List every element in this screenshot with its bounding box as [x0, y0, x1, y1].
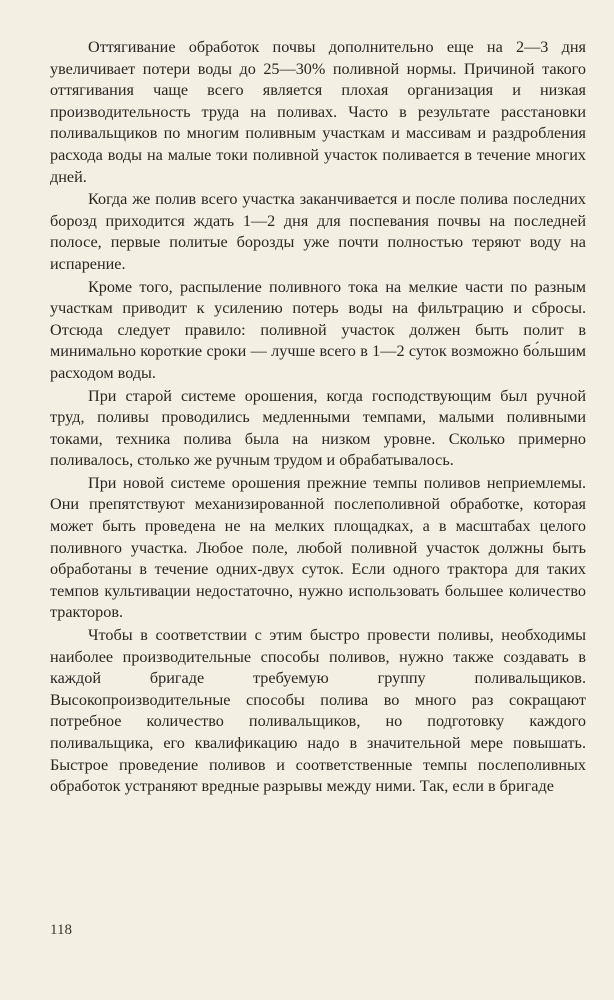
paragraph-3: Кроме того, распыление поливного тока на мелкие части по разным участкам приводит к усилению потерь воды на фильтрацию и сбросы. Отсюда следует правило: поливной участок должен быть полит в минимально короткие сроки — лучше всего в 1—2 суток возможно бо́льшим расходом воды. — [50, 277, 586, 382]
paragraph-1: Оттягивание обработок почвы дополнительно еще на 2—3 дня увеличивает потери воды до 25—30% поливной нормы. Причиной такого оттягивания чаще всего является плохая организация и низкая производительность труда на поливах. Часто в результате расстановки поливальщиков по многим поливным участкам и массивам и раздробления расхода воды на малые токи поливной участок поливается в течение многих дней. — [50, 38, 586, 186]
paragraph-4: При старой системе орошения, когда господствующим был ручной труд, поливы проводились медленными темпами, малыми поливными токами, техника полива была на низком уровне. Сколько примерно поливалось, столько же ручным трудом и обрабатывалось. — [50, 386, 586, 470]
paragraph-6: Чтобы в соответствии с этим быстро провести поливы, необходимы наиболее производительные способы поливов, нужно также создавать в каждой бригаде требуемую группу поливальщиков. Высокопроизводительные способы полива во много раз сокращают потребное количество поливальщиков, но подготовку каждого поливальщика, его квалификацию надо в значительной мере повышать. Быстрое проведение поливов и соответственные темпы послеполивных обработок устраняют вредные разрывы между ними. Так, если в бригаде — [50, 626, 586, 796]
page-number: 118 — [50, 922, 72, 938]
paragraph-2: Когда же полив всего участка заканчивается и после полива последних борозд приходится ждать 1—2 дня для поспевания почвы на последней полосе, первые политые борозды уже почти полностью теряют воду на испарение. — [50, 190, 586, 273]
paragraph-5: При новой системе орошения прежние темпы поливов неприемлемы. Они препятствуют механизированной послеполивной обработке, которая может быть проведена не на мелких площадках, а в масштабах целого поливного участка. Любое поле, любой поливной участок должны быть обработаны в течение одних-двух суток. Если одного трактора для таких темпов культивации недостаточно, нужно использовать большее количество тракторов. — [50, 473, 586, 622]
text-body — [50, 37, 586, 798]
